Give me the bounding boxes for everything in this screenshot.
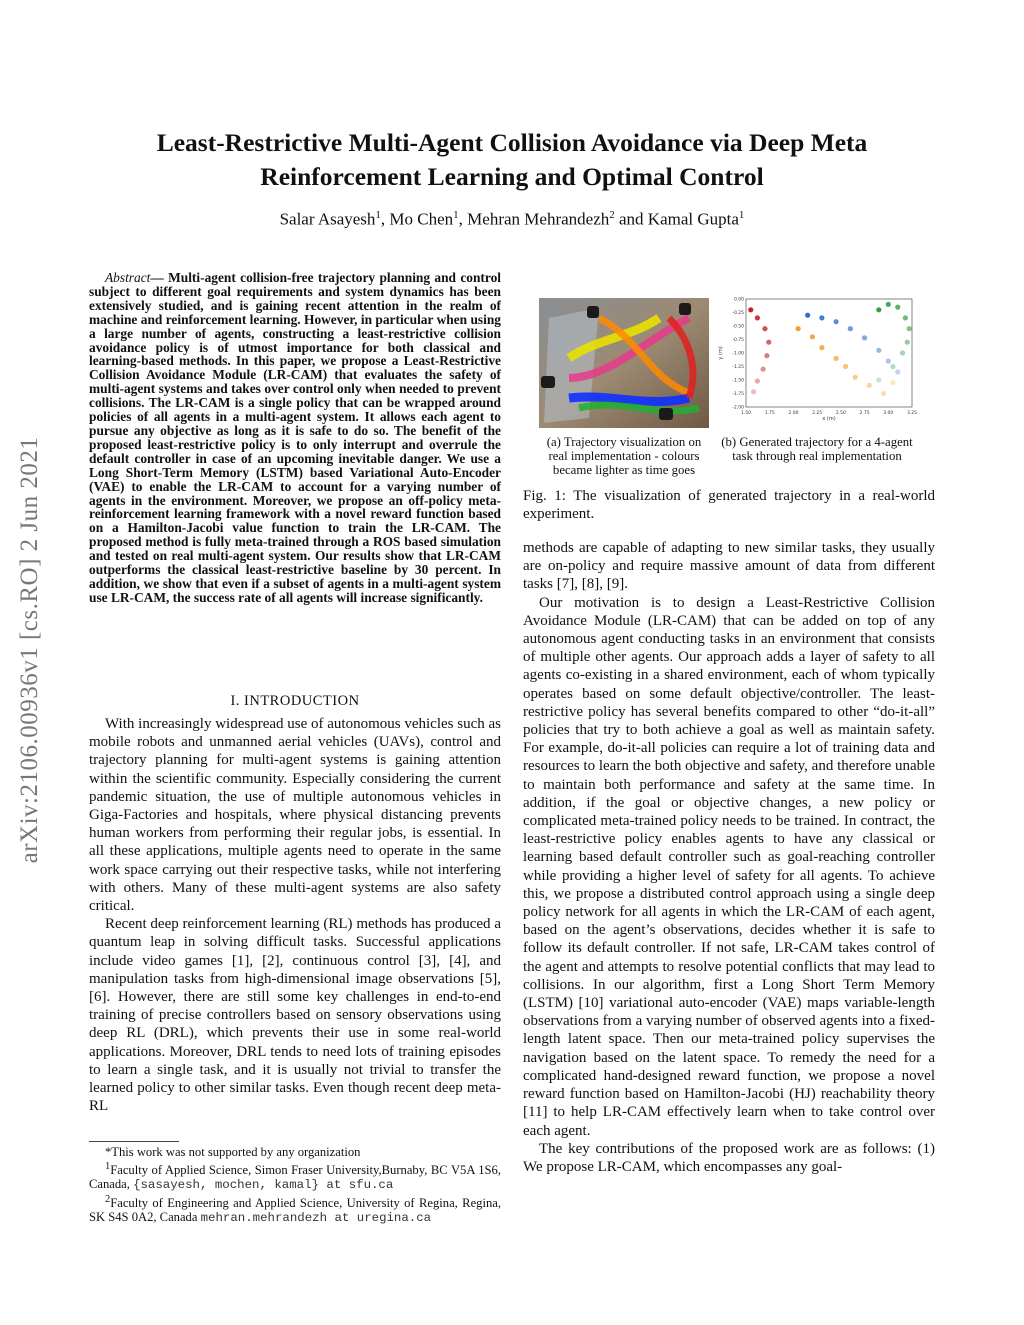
footnote-0: *This work was not supported by any organization: [105, 1145, 361, 1159]
title-line-1: Least-Restrictive Multi-Agent Collision Avoidance via Deep Meta: [156, 128, 868, 157]
abstract: Abstract— Multi-agent collision-free trajectory planning and control subject to different goal requirements and system dynamics has been extensively studied, and is gaining recent attention in the realm of machine and reinforcement learning. However, in particular when using a large number of agents, constructing a least-restrictive collision avoidance policy is of utmost importance for both classical and learning-based methods. In this paper, we propose a Least-Restrictive Collision Avoidance Module (LR-CAM) that evaluates the safety of multi-agent systems and takes over control only when needed to prevent collisions. The LR-CAM is a single policy that can be wrapped around policies of all agents in a multi-agent system. It allows each agent to pursue any objective as long as it is safe to do so. The benefit of the proposed least-restrictive policy is to only interrupt and overrule the default controller in case of an upcoming inevitable danger. We use a Long Short-Term Memory (LSTM) based Variational Auto-Encoder (VAE) to enable the LR-CAM to account for a varying number of agents in the environment. Moreover, we propose an off-policy meta-reinforcement learning framework with a novel reward function based on a Hamilton-Jacobi value function to train the LR-CAM. The proposed method is fully meta-trained through a ROS based simulation and tested on real multi-agent system. Our results show that LR-CAM outperforms the classical least-restrictive baseline by 30 percent. In addition, we show that even if a subset of agents in a multi-agent system use LR-CAM, the success rate of all agents will increase significantly.: [89, 270, 501, 605]
x-tick-label: 1.50: [740, 411, 752, 416]
scatter-point-agent-orange: [867, 383, 872, 388]
author-and: and: [614, 209, 648, 229]
scatter-point-agent-red: [760, 367, 765, 372]
footnote-rule: [89, 1141, 179, 1142]
author-4: Kamal Gupta: [647, 209, 739, 229]
footnote-2-text: Faculty of Engineering and Applied Science, University of Regina, Regina, SK S4S 0A2, Canada: [89, 1195, 501, 1224]
paper-title: [110, 126, 914, 194]
scatter-point-agent-orange: [796, 326, 801, 331]
scatter-point-agent-blue: [886, 359, 891, 364]
y-tick-label: -1.25: [732, 365, 744, 370]
arxiv-sidebar: [10, 370, 50, 930]
author-1-affil: 1: [375, 209, 381, 221]
footnote-2-mark: 2: [105, 1193, 111, 1205]
y-tick-label: -0.50: [732, 324, 744, 330]
x-tick-label: 1.75: [764, 411, 775, 416]
scatter-point-agent-red: [751, 389, 756, 394]
trajectory-plot: [716, 295, 918, 427]
scatter-point-agent-blue: [805, 313, 810, 318]
right-paragraph-0: methods are capable of adapting to new similar tasks, they usually are on-policy and require massive amount of data from different tasks [7], [8], [9].: [523, 540, 935, 593]
scatter-point-agent-orange: [810, 334, 815, 339]
scatter-point-agent-orange: [843, 364, 848, 369]
y-tick-label: -0.25: [732, 311, 744, 316]
y-tick-label: -1.75: [732, 392, 744, 397]
footnotes: [89, 1146, 501, 1225]
author-2-affil: 1: [453, 209, 459, 221]
right-column-body: [523, 539, 935, 1176]
footnote-1-mark: 1: [105, 1160, 111, 1172]
scatter-point-agent-blue: [834, 319, 839, 324]
scatter-point-agent-green: [890, 364, 895, 369]
scatter-point-agent-red: [764, 353, 769, 358]
scatter-point-agent-green: [886, 302, 891, 307]
author-1: Salar Asayesh: [279, 209, 376, 229]
scatter-point-agent-blue: [819, 315, 824, 320]
footnote-1-email: {sasayesh, mochen, kamal} at sfu.ca: [133, 1177, 394, 1192]
y-tick-label: -2.00: [732, 405, 744, 411]
scatter-point-agent-red: [766, 340, 771, 345]
y-axis-label: y (m): [718, 346, 724, 360]
footnote-2: [89, 1193, 501, 1226]
author-3-affil: 2: [609, 209, 615, 221]
intro-paragraph-1: With increasingly widespread use of autonomous vehicles such as mobile robots and unmanned aerial vehicles (UAVs), control and trajectory planning for multi-agent systems is gaining attention within the scientific community. Especially considering the current pandemic situation, the use of multiple autonomous vehicles in Giga-Factories and hospitals, where physical distancing prevents human workers from performing their regular jobs, is essential. In all these applications, multiple agents need to operate in the same work space carrying out their respective tasks, while not interfering with others. Many of these multi-agent systems are also safety critical.: [89, 716, 501, 915]
y-tick-label: -1.50: [732, 378, 744, 384]
footnote-2-email: mehran.mehrandezh at uregina.ca: [200, 1210, 432, 1225]
intro-paragraph-2: Recent deep reinforcement learning (RL) methods has produced a quantum leap in solving difficult tasks. Successful applications include video games [1], [2], continuous control [3], [4], and manipulation tasks from high-dimensional image observations [5], [6]. However, there are still some key challenges in end-to-end training of precise controllers based on sensory observations using deep RL (DRL), which prevents their use in some real-world applications. Moreover, DRL tends to need lots of training episodes to learn a single task, and it is usually not trivial to transfer the learned policy to other similar tasks. Even though recent deep meta-RL: [89, 916, 501, 1115]
scatter-point-agent-red: [748, 307, 753, 312]
author-2: Mo Chen: [389, 209, 454, 229]
scatter-point-agent-red: [755, 378, 760, 383]
right-paragraph-1: Our motivation is to design a Least-Restrictive Collision Avoidance Module (LR-CAM) that can be added on top of any autonomous agent conducting tasks in an environment that consists of multiple other agents. Our approach adds a layer of safety to all agents co-existing in a shared environment, each of whom typically operates based on some default objective/controller. The least-restrictive policy has several benefits compared to other “do-it-all” policies that try to both achieve a goal as well as maintain safety. For example, do-it-all policies can require a lot of training data and resources to learn the both objective and safety, and therefore unable to maintain both performance and safety at the same time. In addition, if the goal or objective changes, a new policy or complicated meta-trained policy needs to be trained. In contract, the least-restrictive policy enables agents to have any classical or learning based default controller such as goal-reaching controller while providing a higher level of safety for all agents. To achieve this, we propose a distributed control approach using a single deep policy network for all agents in which the LR-CAM of each agent, based on the agent’s observations, decides whether it is safe to follow its default controller. If not safe, LR-CAM takes control of the agent and attempts to resolve potential conflicts that may lead to collisions. In our algorithm, first a Long Short Term Memory (LSTM) [10] variational auto-encoder (VAE) maps variable-length observations from a varying number of observed agents into a fixed-length latent space. Then our meta-trained policy supervises the navigation based on the latent space. To remedy the need for a complicated hand-designed reward function, we propose a novel reward function based on Hamilton-Jacobi (HJ) reachability theory [11] to help LR-CAM effectively learn when to take control over each agent.: [523, 594, 935, 1139]
scatter-point-agent-red: [755, 315, 760, 320]
y-tick-label: -0.75: [732, 338, 744, 343]
scatter-point-agent-green: [895, 305, 900, 310]
arxiv-id: arXiv:2106.00936v1 [cs.RO] 2 Jun 2021: [16, 436, 43, 864]
subcaption-a: (a) Trajectory visualization on real implementation - colours became lighter as time goes: [546, 435, 702, 477]
trajectory-photo: [539, 298, 709, 428]
scatter-point-agent-orange: [881, 391, 886, 396]
x-tick-label: 2.25: [812, 411, 823, 416]
x-tick-label: 3.00: [883, 411, 894, 416]
author-3: Mehran Mehrandezh: [467, 209, 610, 229]
scatter-point-agent-blue: [895, 369, 900, 374]
abstract-text: Multi-agent collision-free trajectory planning and control subject to different goal requirements and system dynamics has been extensively studied, and is gaining recent attention in the realm of machine and reinforcement learning. However, in particular when using a large number of agents, constructing a least-restrictive collision avoidance policy is of utmost importance for both classical and learning-based methods. In this paper, we propose a Least-Restrictive Collision Avoidance Module (LR-CAM) that evaluates the safety of multi-agent systems and takes over control only when needed to prevent collisions. The LR-CAM is a single policy that can be wrapped around policies of all agents in a multi-agent system. It allows each agent to pursue any objective as long as it is safe to do so. The benefit of the proposed least-restrictive policy is to only interrupt and overrule the default controller in case of an upcoming inevitable danger. We use a Long Short-Term Memory (LSTM) based Variational Auto-Encoder (VAE) to enable the LR-CAM to account for a varying number of agents in the environment. Moreover, we propose an off-policy meta-reinforcement learning framework with a novel reward function based on a Hamilton-Jacobi value function to train the LR-CAM. The proposed method is fully meta-trained through a ROS based simulation and tested on real multi-agent system. Our results show that LR-CAM outperforms the classical least-restrictive baseline by 30 percent. In addition, we show that even if a subset of agents in a multi-agent system use LR-CAM, the success rate of all agents will increase significantly.: [89, 270, 501, 605]
author-4-affil: 1: [738, 209, 745, 221]
scatter-point-agent-red: [762, 326, 767, 331]
footnote-1-text: Faculty of Applied Science, Simon Fraser University,Burnaby, BC V5A 1S6, Canada,: [89, 1162, 501, 1191]
section-heading-introduction: I. INTRODUCTION: [230, 693, 360, 709]
scatter-point-agent-orange: [834, 356, 839, 361]
trajectory-photo-image: [539, 298, 709, 428]
y-tick-label: -1.00: [732, 351, 744, 357]
x-tick-label: 2.50: [835, 411, 846, 416]
scatter-point-agent-orange: [890, 380, 895, 385]
y-tick-label: 0.00: [733, 297, 744, 303]
abstract-label: Abstract: [105, 270, 151, 285]
figure-caption: Fig. 1: The visualization of generated trajectory in a real-world experiment.: [523, 488, 935, 522]
author-sep: ,: [380, 209, 390, 229]
scatter-point-agent-blue: [876, 348, 881, 353]
title-line-2: Reinforcement Learning and Optimal Control: [260, 162, 764, 191]
x-tick-label: 3.25: [906, 411, 918, 416]
scatter-point-agent-blue: [862, 335, 867, 340]
footnote-1: [89, 1160, 501, 1193]
author-sep: ,: [458, 209, 468, 229]
trajectory-plot-svg: [716, 295, 918, 427]
scatter-point-agent-orange: [819, 345, 824, 350]
x-tick-label: 2.00: [788, 411, 799, 416]
scatter-point-agent-green: [900, 350, 905, 355]
scatter-point-agent-orange: [852, 375, 857, 380]
plot-frame: [746, 299, 912, 407]
x-tick-label: 2.75: [859, 411, 870, 416]
scatter-point-agent-green: [907, 326, 912, 331]
x-axis-label: x (m): [822, 416, 836, 422]
right-paragraph-2: The key contributions of the proposed work are as follows: (1) We propose LR-CAM, which encompasses any goal-: [523, 1140, 935, 1175]
subcaption-b: (b) Generated trajectory for a 4-agent task through real implementation: [721, 435, 913, 463]
scatter-point-agent-green: [876, 377, 881, 382]
scatter-point-agent-blue: [848, 326, 853, 331]
scatter-point-agent-green: [903, 315, 908, 320]
scatter-point-agent-green: [876, 307, 881, 312]
intro-body: [89, 715, 501, 1115]
scatter-point-agent-green: [905, 340, 910, 345]
author-list: [110, 209, 914, 230]
